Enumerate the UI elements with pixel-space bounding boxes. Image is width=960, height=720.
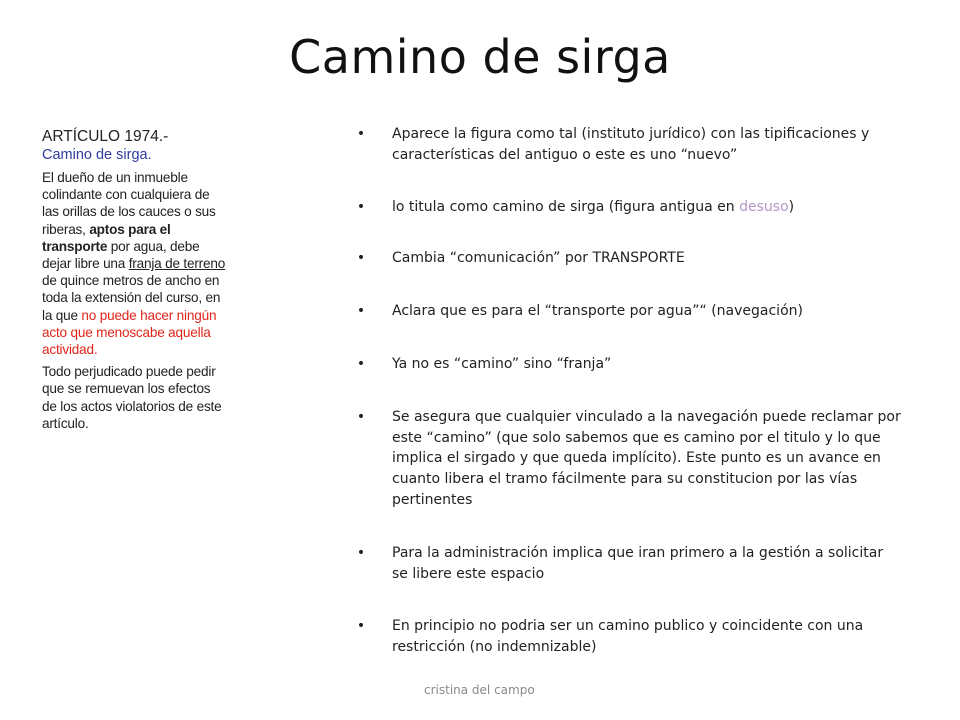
article-subheading: Camino de sirga. xyxy=(42,147,152,163)
bullet-item xyxy=(354,301,902,322)
bullet-item xyxy=(354,248,902,269)
article-body-text-3: de quince metros de ancho en toda la extensión del curso, en la que xyxy=(42,273,221,323)
bullet-text: Cambia “comunicación” por TRANSPORTE xyxy=(392,250,685,267)
bullet-marker: • xyxy=(356,126,366,142)
article-body-text-1: El dueño de un inmueble colindante con cualquiera de las orillas de los cauces o sus riberas, xyxy=(42,170,216,237)
bullet-text: Aparece la figura como tal (instituto jurídico) con las tipificaciones y características del antiguo o este es uno “nuevo” xyxy=(392,126,870,163)
article-foot: Todo perjudicado puede pedir que se remuevan los efectos de los actos violatorios de este artículo. xyxy=(42,364,222,431)
bullet-item xyxy=(354,543,902,585)
bullet-highlight: desuso xyxy=(739,198,789,215)
bullet-marker: • xyxy=(356,250,366,267)
bullet-item xyxy=(354,616,902,658)
bullet-marker: • xyxy=(356,544,366,561)
bullet-item xyxy=(354,197,902,218)
bullet-text: Para la administración implica que iran primero a la gestión a solicitar se libere este espacio xyxy=(392,544,884,582)
bullet-marker: • xyxy=(356,303,366,320)
bullet-marker: • xyxy=(356,198,366,215)
bullet-marker: • xyxy=(356,408,366,425)
bullet-item xyxy=(354,354,902,375)
article-body xyxy=(42,169,228,358)
article-body-red: no puede hacer ningún acto que menoscabe aquella actividad xyxy=(42,307,217,358)
bullet-marker: • xyxy=(356,355,366,372)
bullet-text: Aclara que es para el “transporte por agua”“ (navegación) xyxy=(392,303,803,320)
bullet-item xyxy=(354,407,902,511)
article-number: ARTÍCULO 1974.- xyxy=(42,128,169,145)
article-panel xyxy=(42,128,228,437)
article-heading xyxy=(42,128,228,164)
article-body-end: . xyxy=(93,342,98,358)
bullet-text-end: ) xyxy=(788,198,795,215)
article-body-bold: aptos para el transporte xyxy=(42,221,171,254)
bullet-text: Ya no es “camino” sino “franja” xyxy=(392,355,612,372)
bullet-text: En principio no podria ser un camino publico y coincidente con una restricción (no indemnizable) xyxy=(392,618,864,656)
bullet-list xyxy=(354,124,902,658)
article-body-text-2: por agua, debe dejar libre una xyxy=(42,238,200,272)
bullet-item xyxy=(354,124,902,166)
slide-footer: cristina del campo xyxy=(424,683,535,697)
bullet-text: Se asegura que cualquier vinculado a la navegación puede reclamar por este “camino” (que solo sabemos que es camino por el titulo y lo que implica el sirgado y que queda implícito). Este punto es un avance en cuanto libera el tramo fácilmente para su constitucion por las vías pertinentes xyxy=(392,408,901,508)
slide-title: Camino de sirga xyxy=(289,30,671,84)
article-body-underline: franja de terreno xyxy=(128,256,226,272)
bullet-text: lo titula como camino de sirga (figura antigua en xyxy=(392,198,740,215)
bullet-marker: • xyxy=(356,618,366,635)
